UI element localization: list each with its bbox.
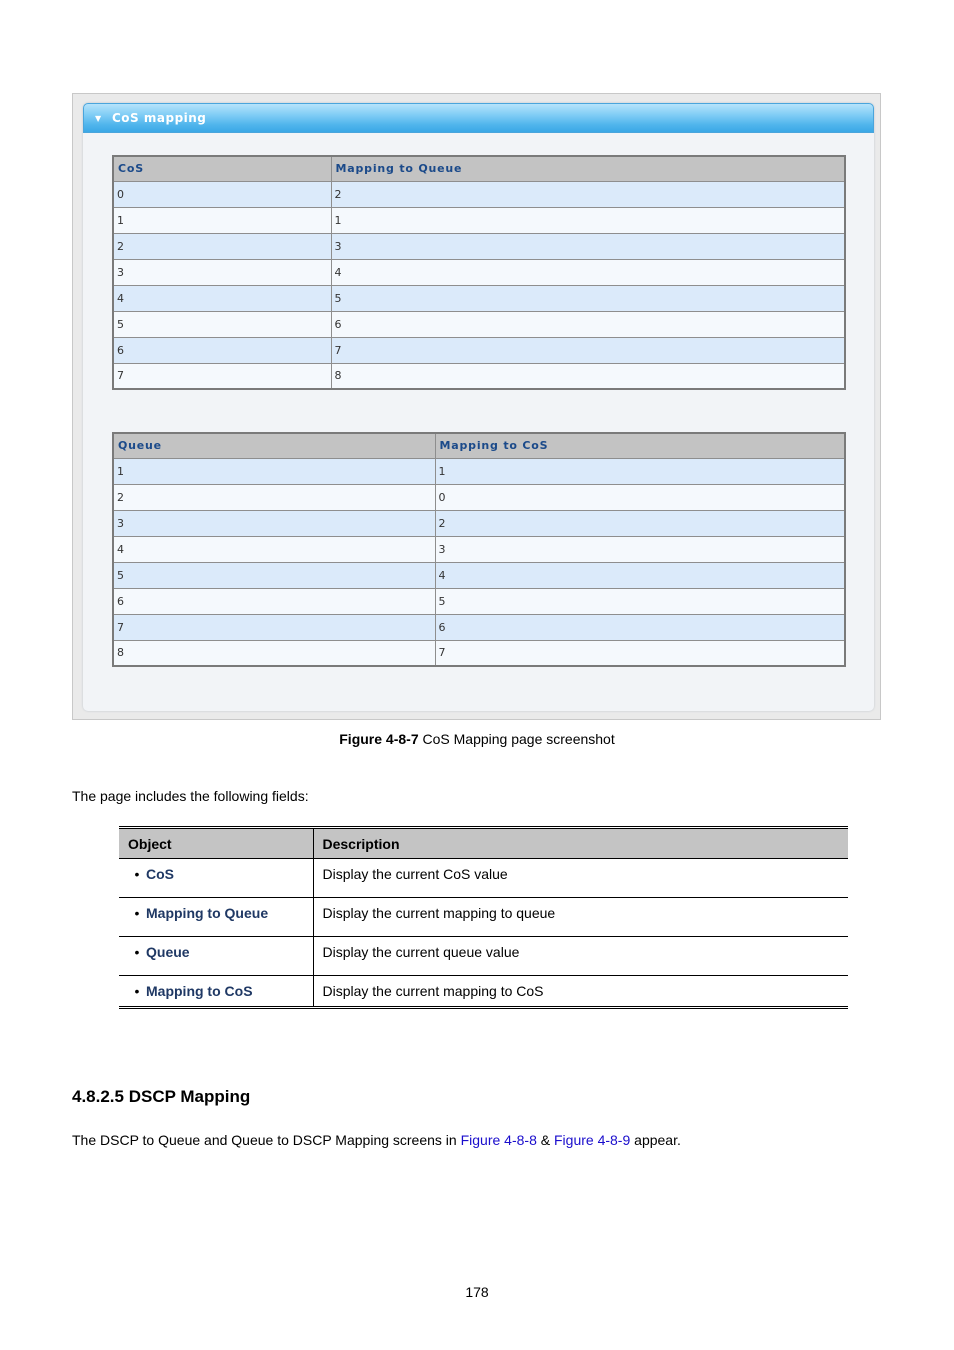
cos-cell: 5	[435, 588, 845, 614]
queue-cell: 8	[113, 640, 435, 666]
queue-cell: 3	[113, 510, 435, 536]
bullet-icon: •	[134, 983, 140, 999]
description-cell: Display the current queue value	[313, 937, 848, 976]
table-row	[113, 337, 845, 363]
bullet-icon: •	[134, 905, 140, 921]
cos-cell: 4	[113, 285, 331, 311]
cos-mapping-panel	[83, 103, 874, 711]
intro-paragraph: The page includes the following fields:	[72, 788, 309, 804]
collapse-triangle-icon[interactable]: ▼	[95, 114, 102, 123]
queue-cell: 5	[331, 285, 845, 311]
queue-cell: 2	[331, 181, 845, 207]
table-row	[113, 510, 845, 536]
queue-cell: 1	[331, 207, 845, 233]
section-heading: 4.8.2.5 DSCP Mapping	[72, 1087, 251, 1106]
table-row	[113, 181, 845, 207]
cos-cell: 6	[113, 337, 331, 363]
cos-cell: 5	[113, 311, 331, 337]
queue-cell: 1	[113, 458, 435, 484]
table-row	[113, 484, 845, 510]
queue-cell: 8	[331, 363, 845, 389]
table-row	[113, 614, 845, 640]
figure-caption-text: CoS Mapping page screenshot	[418, 731, 615, 747]
column-header-object: Object	[119, 828, 313, 859]
cos-cell: 0	[113, 181, 331, 207]
page-number: 178	[465, 1284, 489, 1300]
cos-cell: 3	[435, 536, 845, 562]
figure-4-8-9-link[interactable]: Figure 4-8-9	[554, 1132, 631, 1148]
cos-to-queue-table	[112, 155, 846, 390]
queue-cell: 2	[113, 484, 435, 510]
description-cell: Display the current mapping to CoS	[322, 983, 544, 999]
section-paragraph	[72, 1132, 681, 1148]
object-cell	[119, 937, 313, 976]
cos-cell: 1	[113, 207, 331, 233]
queue-cell: 4	[331, 259, 845, 285]
column-header-mapping-to-cos: Mapping to CoS	[435, 433, 845, 458]
paragraph-text: The DSCP to Queue and Queue to DSCP Mapping screens in	[72, 1132, 461, 1148]
queue-cell: 3	[331, 233, 845, 259]
queue-cell: 7	[331, 337, 845, 363]
table-row	[113, 363, 845, 389]
paragraph-text: &	[536, 1132, 554, 1148]
queue-cell: 4	[113, 536, 435, 562]
queue-cell: 6	[331, 311, 845, 337]
figure-4-8-8-link[interactable]: Figure 4-8-8	[460, 1132, 537, 1148]
panel-title: CoS mapping	[112, 111, 207, 125]
table-row	[113, 562, 845, 588]
object-cell	[119, 976, 313, 1008]
table-row	[119, 859, 848, 898]
bullet-icon: •	[134, 944, 140, 960]
panel-header[interactable]	[83, 103, 874, 133]
bullet-icon: •	[134, 866, 140, 882]
fields-table	[119, 826, 848, 1009]
table-row	[113, 207, 845, 233]
column-header-description: Description	[313, 828, 848, 859]
description-cell: Display the current CoS value	[313, 859, 848, 898]
figure-caption	[0, 731, 954, 747]
cos-cell: 4	[435, 562, 845, 588]
cos-cell: 6	[435, 614, 845, 640]
table-row	[119, 937, 848, 976]
table-row	[119, 976, 848, 1008]
cos-cell: 2	[435, 510, 845, 536]
table-row	[113, 640, 845, 666]
cos-cell: 7	[435, 640, 845, 666]
cos-cell: 1	[435, 458, 845, 484]
description-cell: Display the current mapping to queue	[313, 898, 848, 937]
column-header-mapping-to-queue: Mapping to Queue	[331, 156, 845, 181]
column-header-cos: CoS	[113, 156, 331, 181]
object-cell	[119, 898, 313, 937]
screenshot-frame	[72, 93, 881, 720]
figure-label: Figure 4-8-7	[339, 731, 419, 747]
table-row	[113, 588, 845, 614]
object-name: CoS	[146, 866, 174, 882]
object-name: Queue	[146, 944, 190, 960]
cos-cell: 2	[113, 233, 331, 259]
queue-to-cos-table	[112, 432, 846, 667]
table-row	[113, 285, 845, 311]
cos-cell: 0	[435, 484, 845, 510]
object-cell	[119, 859, 313, 898]
object-name: Mapping to Queue	[146, 905, 269, 921]
table-row	[113, 233, 845, 259]
table-row	[113, 259, 845, 285]
column-header-queue: Queue	[113, 433, 435, 458]
table-row	[119, 898, 848, 937]
queue-cell: 7	[113, 614, 435, 640]
queue-cell: 5	[113, 562, 435, 588]
table-row	[113, 458, 845, 484]
table-row	[113, 311, 845, 337]
queue-cell: 6	[113, 588, 435, 614]
paragraph-text: appear.	[630, 1132, 681, 1148]
cos-cell: 7	[113, 363, 331, 389]
table-row	[113, 536, 845, 562]
object-name: Mapping to CoS	[146, 983, 253, 999]
cos-cell: 3	[113, 259, 331, 285]
